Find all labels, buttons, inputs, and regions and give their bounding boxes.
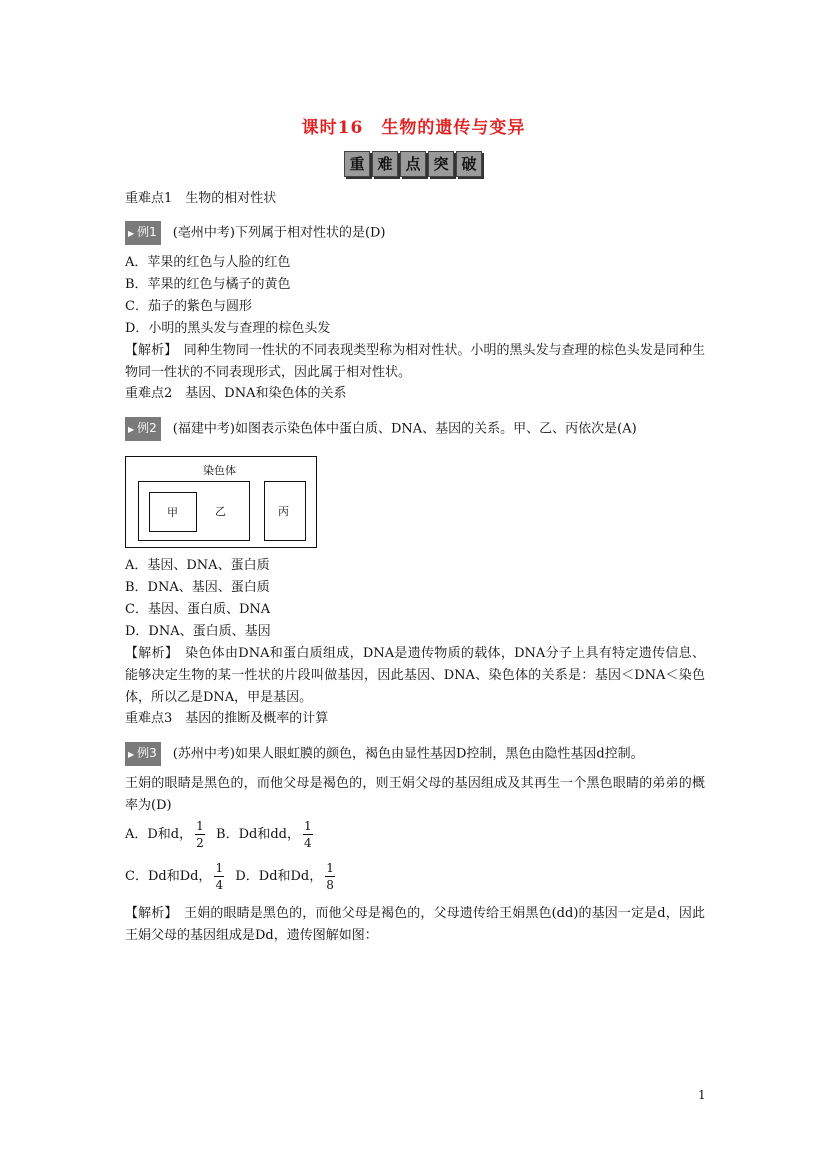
option-a: A．D和d，: [125, 827, 193, 842]
analysis-label: 【解析】: [125, 906, 171, 921]
option-a: A．苹果的红色与人脸的红色: [125, 255, 291, 270]
fraction: [214, 860, 224, 893]
play-icon: ▶: [128, 229, 135, 238]
fraction: [325, 860, 335, 893]
numerator: 1: [304, 819, 312, 833]
analysis-text: 同种生物同一性状的不同表现类型称为相对性状。小明的黑头发与查理的棕色头发是同种生物同一性状的不同表现形式，因此属于相对性状。: [125, 343, 705, 380]
example-question: [125, 742, 644, 766]
numerator: 1: [326, 861, 334, 875]
option-c: C．茄子的紫色与圆形: [125, 299, 252, 314]
fraction: [195, 818, 205, 851]
section-heading: 重难点1 生物的相对性状: [125, 191, 277, 206]
section-heading: 重难点2 基因、DNA和染色体的关系: [125, 386, 347, 401]
option-b: B．苹果的红色与橘子的黄色: [125, 277, 291, 292]
chromosome-label: 染色体: [203, 464, 236, 477]
option-c: C．基因、蛋白质、DNA: [125, 602, 271, 617]
page-title: 课时16 生物的遗传与变异: [301, 118, 526, 138]
section-banner: [344, 151, 482, 177]
numerator: 1: [215, 861, 224, 875]
denominator: 4: [215, 878, 224, 892]
denominator: 4: [304, 836, 312, 850]
option-c: C．Dd和Dd，: [125, 869, 212, 884]
banner-char: 难: [372, 151, 398, 177]
question-text: (亳州中考)下列属于相对性状的是(D): [172, 225, 386, 241]
banner-char: 重: [344, 151, 370, 177]
option-d: D．Dd和Dd，: [235, 869, 323, 884]
option-a: A．基因、DNA、蛋白质: [125, 558, 270, 573]
example-question: [125, 221, 386, 245]
play-icon: ▶: [128, 750, 135, 759]
analysis-text: 王娟的眼睛是黑色的，而他父母是褐色的，父母遗传给王娟黑色(dd)的基因一定是d，因此王娟父母的基因组成是Dd，遗传图解如图：: [125, 906, 705, 943]
middle-label: 乙: [215, 505, 226, 518]
example-tag-label: 例1: [137, 225, 157, 239]
denominator: 8: [326, 878, 334, 892]
denominator: 2: [196, 836, 204, 850]
options-row-cd: [125, 860, 338, 893]
chromosome-diagram: [125, 456, 317, 548]
right-label: 丙: [278, 505, 289, 518]
section-heading: 重难点3 基因的推断及概率的计算: [125, 711, 329, 726]
analysis-label: 【解析】: [125, 646, 172, 661]
right-box: [264, 481, 306, 541]
fraction: [303, 818, 313, 851]
question-text: (苏州中考)如果人眼虹膜的颜色，褐色由显性基因D控制，黑色由隐性基因d控制。: [172, 746, 644, 762]
analysis: [125, 643, 705, 709]
example-question: [125, 417, 637, 441]
option-b: B．Dd和dd，: [216, 827, 300, 842]
example-tag: [125, 417, 161, 441]
question-continued: 王娟的眼睛是黑色的，而他父母是褐色的，则王娟父母的基因组成及其再生一个黑色眼睛的弟弟的概率为(D): [125, 776, 705, 813]
analysis: [125, 340, 705, 384]
page-number: 1: [698, 1088, 706, 1102]
inner-box: [149, 492, 197, 532]
option-b: B．DNA、基因、蛋白质: [125, 580, 270, 595]
question-text: (福建中考)如图表示染色体中蛋白质、DNA、基因的关系。甲、乙、丙依次是(A): [172, 421, 637, 437]
example-tag: [125, 742, 161, 766]
banner-char: 突: [428, 151, 454, 177]
numerator: 1: [196, 819, 204, 833]
banner-char: 破: [456, 151, 482, 177]
options-row-ab: [125, 818, 316, 851]
banner-char: 点: [400, 151, 426, 177]
chromosome-box: [138, 481, 250, 541]
analysis-label: 【解析】: [125, 343, 171, 358]
example-tag-label: 例2: [137, 421, 157, 435]
inner-label: 甲: [167, 506, 178, 519]
option-d: D．DNA、蛋白质、基因: [125, 624, 271, 639]
example-tag-label: 例3: [137, 746, 157, 760]
option-d: D．小明的黑头发与查理的棕色头发: [125, 321, 331, 336]
example-tag: [125, 221, 161, 245]
analysis: [125, 903, 705, 947]
play-icon: ▶: [128, 425, 135, 434]
analysis-text: 染色体由DNA和蛋白质组成，DNA是遗传物质的载体，DNA分子上具有特定遗传信息、能够决定生物的某一性状的片段叫做基因，因此基因、DNA、染色体的关系是：基因＜DNA＜染色体，所以乙是DNA，甲是基因。: [125, 646, 705, 705]
